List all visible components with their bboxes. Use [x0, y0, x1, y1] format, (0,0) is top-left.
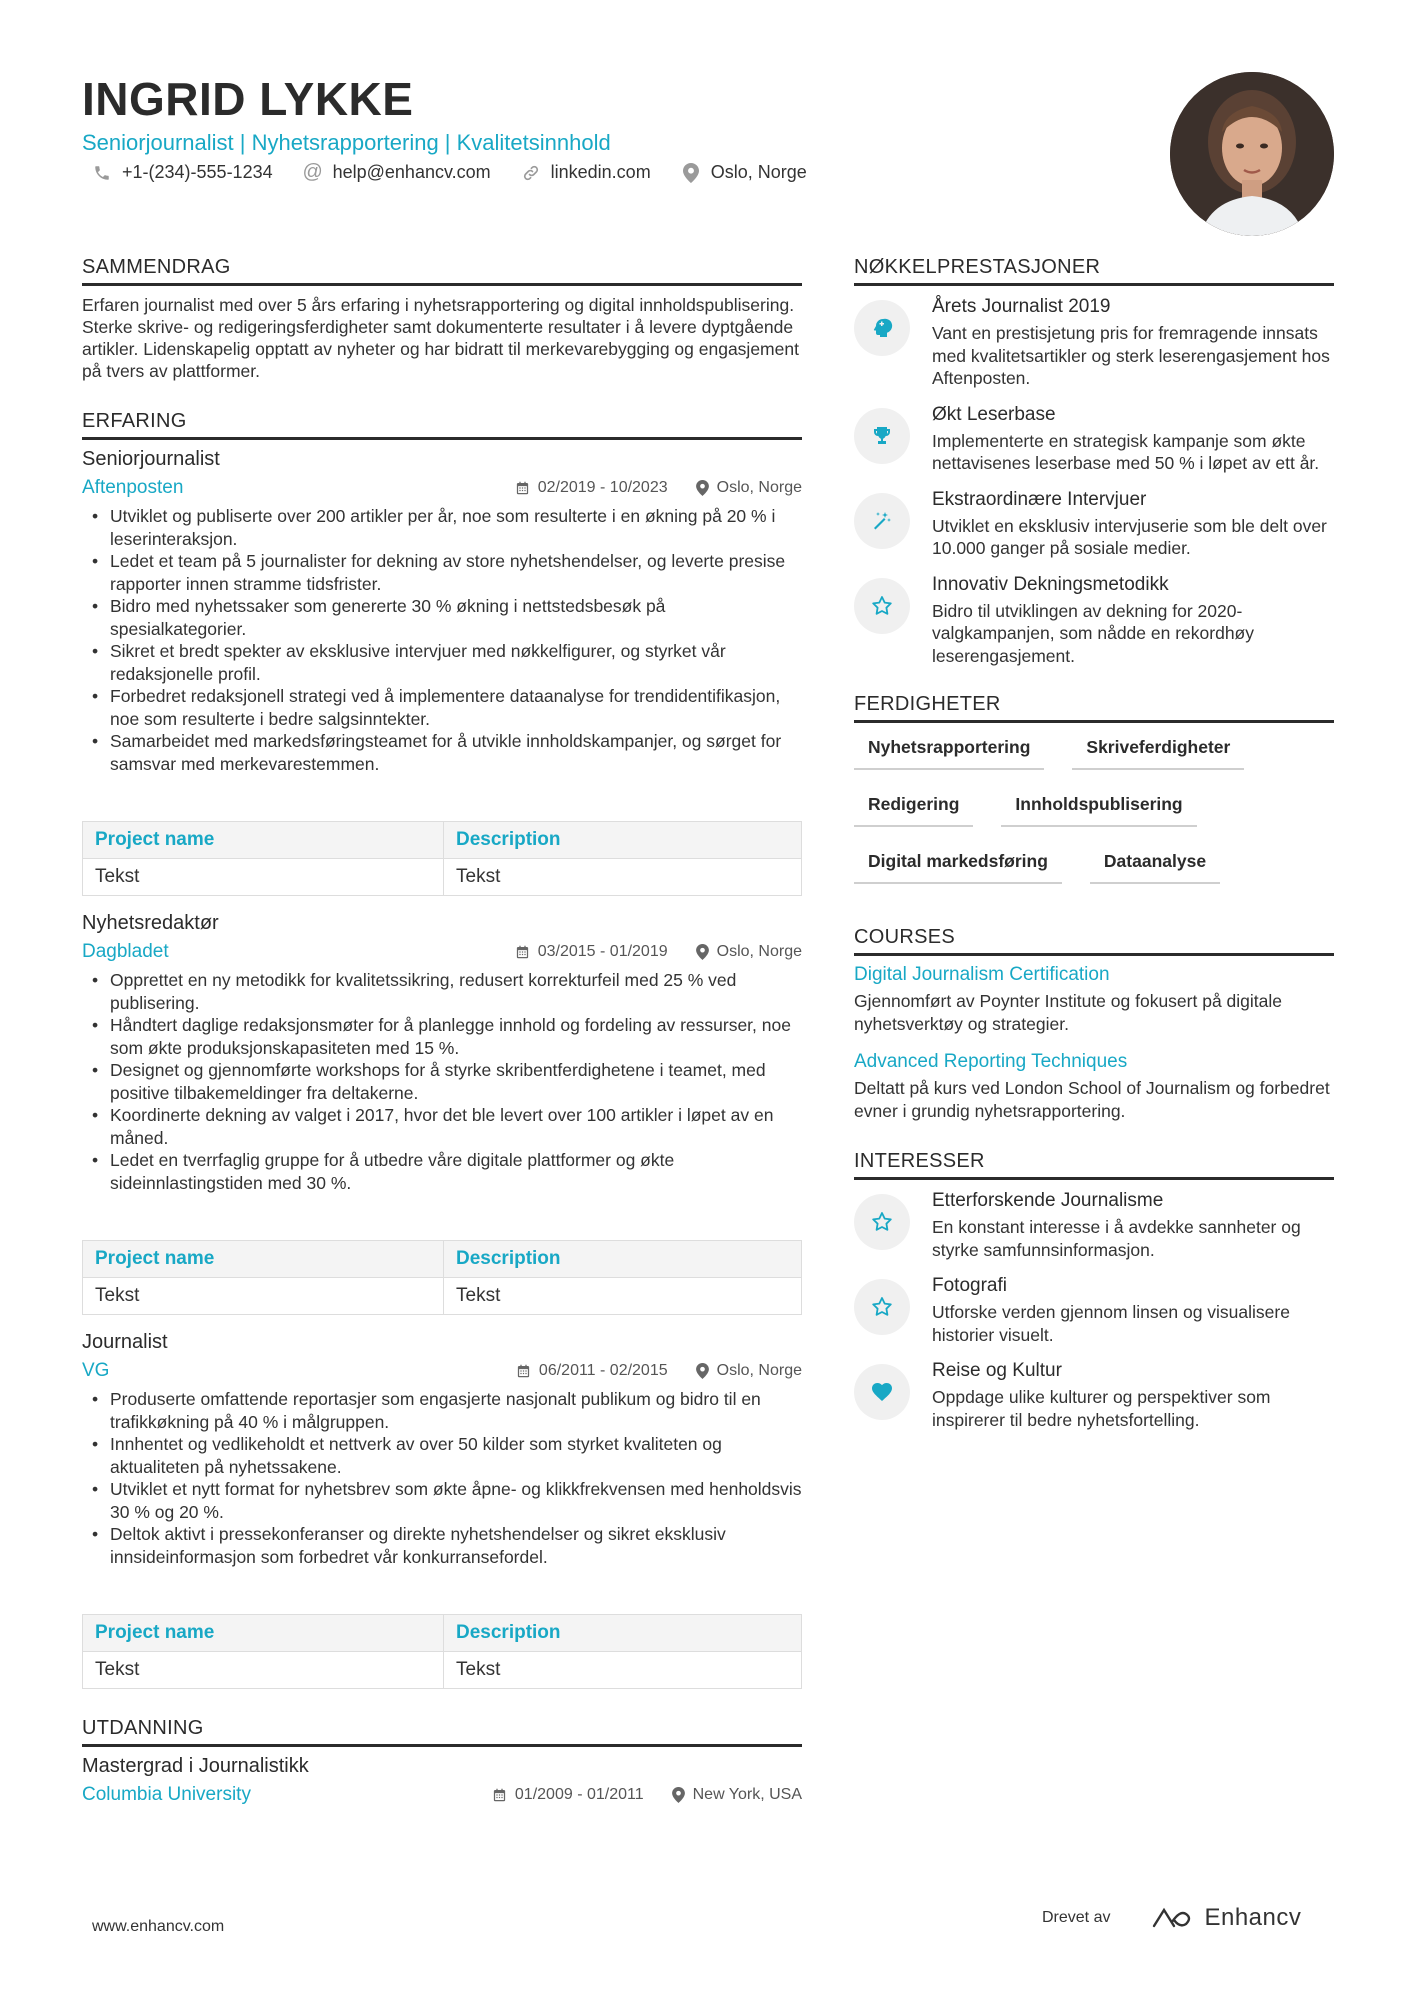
project-table: [82, 821, 802, 896]
job-title: Nyhetsredaktør: [82, 912, 219, 934]
interest-item: [854, 1360, 1334, 1431]
project-name-cell: Tekst: [83, 1278, 444, 1315]
project-name-header: Project name: [83, 1241, 444, 1278]
link-icon: [521, 163, 541, 183]
job-title: Seniorjournalist: [82, 448, 220, 470]
course-title: Advanced Reporting Techniques: [854, 1051, 1128, 1072]
education-section: [82, 1717, 802, 1806]
description-cell: Tekst: [444, 1278, 802, 1315]
skills-section: [854, 693, 1334, 902]
calendar-icon: [516, 1363, 531, 1379]
job-entry: [82, 448, 802, 896]
bullet-item: • Designet og gjennomførte workshops for å styrke skribentferdighetene i teamet, med positive tilbakemeldinger fra deltakerne.: [82, 1059, 802, 1104]
course-desc: Deltatt på kurs ved London School of Journalism og forbedret evner i grundig nyhetsrapportering.: [854, 1078, 1330, 1121]
enhancv-logo-icon: [1150, 1906, 1196, 1930]
bullet-item: • Produserte omfattende reportasjer som engasjerte nasjonalt publikum og bidro til en trafikkøkning på 40 % i målgruppen.: [82, 1388, 802, 1433]
company-name: Aftenposten: [82, 477, 184, 498]
job-entry: [82, 912, 802, 1315]
bullet-item: • Ledet et team på 5 journalister for dekning av store nyhetshendelser, og leverte presise rapporter innen stramme tidsfrister.: [82, 550, 802, 595]
bullet-item: • Innhentet og vedlikeholdt et nettverk av over 50 kilder som styrket kvaliteten og aktualiteten på nyhetssakene.: [82, 1433, 802, 1478]
interest-item: [854, 1190, 1334, 1261]
experience-section: [82, 410, 802, 1689]
powered-by-text: Drevet av: [1042, 1909, 1111, 1926]
bullet-item: • Utviklet og publiserte over 200 artikler per år, noe som resulterte i en økning på 20 % i leserinteraksjon.: [82, 505, 802, 550]
courses-section: [854, 926, 1334, 1122]
trophy-icon: [854, 408, 910, 464]
interests-section: [854, 1150, 1334, 1431]
job-location: Oslo, Norge: [696, 943, 802, 961]
interest-title: Etterforskende Journalisme: [932, 1190, 1164, 1211]
email-text[interactable]: help@enhancv.com: [332, 162, 491, 182]
interests-heading: INTERESSER: [854, 1150, 1334, 1180]
skill-tag: Skriveferdigheter: [1072, 731, 1244, 770]
candidate-name: INGRID LYKKE: [82, 73, 414, 125]
heart-icon: [854, 1364, 910, 1420]
brand-logo[interactable]: [1150, 1904, 1301, 1932]
summary-heading: SAMMENDRAG: [82, 256, 802, 286]
job-entry: [82, 1331, 802, 1689]
achievement-item: [854, 489, 1334, 560]
description-header: Description: [444, 822, 802, 859]
courses-heading: COURSES: [854, 926, 1334, 956]
interest-title: Fotografi: [932, 1275, 1007, 1296]
project-name-cell: Tekst: [83, 859, 444, 896]
job-bullets: [82, 969, 802, 1194]
at-icon: @: [302, 161, 323, 183]
location-pin-icon: [696, 944, 709, 960]
achievement-desc: Vant en prestisjetung pris for fremragende innsats med kvalitetsartikler og sterk leserengasjement hos Aftenposten.: [932, 323, 1330, 388]
achievement-item: [854, 404, 1334, 475]
star-icon: [854, 1194, 910, 1250]
location-pin-icon: [681, 163, 701, 183]
description-cell: Tekst: [444, 1652, 802, 1689]
achievement-title: Innovativ Dekningsmetodikk: [932, 573, 1169, 595]
bullet-item: • Sikret et bredt spekter av eksklusive intervjuer med nøkkelfigurer, og styrket vår redaksjonelle profil.: [82, 640, 802, 685]
star-icon: [854, 1279, 910, 1335]
bullet-item: • Deltok aktivt i pressekonferanser og direkte nyhetshendelser og sikret eksklusiv innsideinformasjon som forbedret vår konkurransefordel.: [82, 1523, 802, 1568]
candidate-tagline: Seniorjournalist | Nyhetsrapportering | Kvalitetsinnhold: [82, 130, 611, 155]
bullet-item: • Forbedret redaksjonell strategi ved å implementere dataanalyse for trendidentifikasjon, noe som resulterte i bedre salgsinntekter.: [82, 685, 802, 730]
description-cell: Tekst: [444, 859, 802, 896]
bullet-item: • Utviklet et nytt format for nyhetsbrev som økte åpne- og klikkfrekvensen med henholdsvis 30 % og 20 %.: [82, 1478, 802, 1523]
course-desc: Gjennomført av Poynter Institute og fokusert på digitale nyhetsverktøy og strategier.: [854, 991, 1282, 1034]
skill-tag: Redigering: [854, 788, 973, 827]
company-name: VG: [82, 1360, 110, 1381]
skill-tag: Dataanalyse: [1090, 845, 1220, 884]
brain-head-icon: [854, 300, 910, 356]
achievement-title: Årets Journalist 2019: [932, 296, 1111, 317]
job-bullets: [82, 505, 802, 775]
calendar-icon: [515, 944, 530, 960]
phone-icon: [92, 163, 112, 183]
achievement-desc: Implementerte en strategisk kampanje som økte nettavisenes leserbase med 50 % i løpet av ett år.: [932, 430, 1320, 473]
location-text: Oslo, Norge: [710, 162, 807, 182]
bullet-item: • Ledet en tverrfaglig gruppe for å utbedre våre digitale plattformer og økte sideinnlastingstiden med 30 %.: [82, 1149, 802, 1194]
brand-name: Enhancv: [1204, 1904, 1302, 1931]
skill-tag: Digital markedsføring: [854, 845, 1062, 884]
contact-linkedin[interactable]: [521, 162, 651, 183]
description-header: Description: [444, 1615, 802, 1652]
job-dates: 06/2011 - 02/2015: [516, 1362, 668, 1380]
location-pin-icon: [696, 1363, 709, 1379]
achievement-item: [854, 296, 1334, 390]
interest-desc: En konstant interesse i å avdekke sannheter og styrke samfunnsinformasjon.: [932, 1217, 1301, 1260]
footer-website[interactable]: www.enhancv.com: [92, 1918, 225, 1935]
job-dates: 02/2019 - 10/2023: [515, 479, 668, 497]
interest-desc: Oppdage ulike kulturer og perspektiver som inspirerer til bedre nyhetsfortelling.: [932, 1387, 1271, 1430]
linkedin-text[interactable]: linkedin.com: [550, 162, 651, 182]
course-item: [854, 1051, 1334, 1122]
contact-location: [681, 162, 807, 183]
location-pin-icon: [696, 480, 709, 496]
bullet-item: • Koordinerte dekning av valget i 2017, hvor det ble levert over 100 artikler i løpet av en måned.: [82, 1104, 802, 1149]
project-name-header: Project name: [83, 822, 444, 859]
school-name: Columbia University: [82, 1784, 251, 1805]
achievements-heading: NØKKELPRESTASJONER: [854, 256, 1334, 286]
project-table: [82, 1614, 802, 1689]
bullet-item: • Opprettet en ny metodikk for kvalitetssikring, redusert korrekturfeil med 25 % ved publisering.: [82, 969, 802, 1014]
avatar: [1170, 72, 1334, 236]
achievement-title: Økt Leserbase: [932, 403, 1056, 425]
bullet-item: • Håndtert daglige redaksjonsmøter for å planlegge innhold og fordeling av ressurser, noe som økte produksjonskapasiteten med 15 %.: [82, 1014, 802, 1059]
footer-branding: [1042, 1904, 1301, 1932]
education-dates: 01/2009 - 01/2011: [492, 1786, 644, 1804]
interest-title: Reise og Kultur: [932, 1360, 1062, 1381]
left-column: [82, 256, 802, 1806]
right-column: [854, 256, 1334, 1431]
job-bullets: [82, 1388, 802, 1568]
achievement-desc: Utviklet en eksklusiv intervjuserie som ble delt over 10.000 ganger på sosiale medier.: [932, 515, 1327, 558]
interest-item: [854, 1275, 1334, 1346]
job-location: Oslo, Norge: [696, 479, 802, 497]
achievement-desc: Bidro til utviklingen av dekning for 2020-valgkampanjen, som nådde en rekordhøy leserengasjement.: [932, 600, 1254, 666]
skill-tag: Innholdspublisering: [1001, 788, 1196, 827]
job-location: Oslo, Norge: [696, 1362, 802, 1380]
magic-wand-icon: [854, 493, 910, 549]
interest-desc: Utforske verden gjennom linsen og visualisere historier visuelt.: [932, 1302, 1290, 1345]
location-pin-icon: [672, 1787, 685, 1803]
project-name-cell: Tekst: [83, 1652, 444, 1689]
calendar-icon: [515, 480, 530, 496]
summary-text: Erfaren journalist med over 5 års erfaring i nyhetsrapportering og digital innholdspublisering. Sterke skrive- og redigeringsferdigheter samt dokumenterte resultater i å levere dyptgående artikler. Lidenskapelig opptatt av nyheter og har bidratt til merkevarebygging og engasjement på tvers av plattformer.: [82, 295, 799, 381]
star-icon: [854, 578, 910, 634]
phone-text: +1-(234)-555-1234: [122, 162, 273, 182]
achievement-title: Ekstraordinære Intervjuer: [932, 488, 1147, 510]
achievement-item: [854, 574, 1334, 668]
skills-heading: FERDIGHETER: [854, 693, 1334, 723]
job-dates: 03/2015 - 01/2019: [515, 943, 668, 961]
project-table: [82, 1240, 802, 1315]
experience-heading: ERFARING: [82, 410, 802, 440]
degree-title: Mastergrad i Journalistikk: [82, 1755, 309, 1777]
bullet-item: • Bidro med nyhetssaker som genererte 30 % økning i nettstedsbesøk på spesialkategorier.: [82, 595, 802, 640]
job-title: Journalist: [82, 1331, 168, 1353]
achievements-section: [854, 256, 1334, 667]
education-location: New York, USA: [672, 1786, 802, 1804]
bullet-item: • Samarbeidet med markedsføringsteamet for å utvikle innholdskampanjer, og sørget for samsvar med merkevarestemmen.: [82, 730, 802, 775]
project-name-header: Project name: [83, 1615, 444, 1652]
education-heading: UTDANNING: [82, 1717, 802, 1747]
skill-tag: Nyhetsrapportering: [854, 731, 1044, 770]
company-name: Dagbladet: [82, 941, 169, 962]
summary-section: [82, 256, 802, 382]
course-item: [854, 964, 1334, 1035]
contact-row: [92, 162, 807, 183]
contact-email[interactable]: [303, 162, 491, 183]
calendar-icon: [492, 1787, 507, 1803]
course-title: Digital Journalism Certification: [854, 964, 1110, 985]
description-header: Description: [444, 1241, 802, 1278]
contact-phone: [92, 162, 273, 183]
